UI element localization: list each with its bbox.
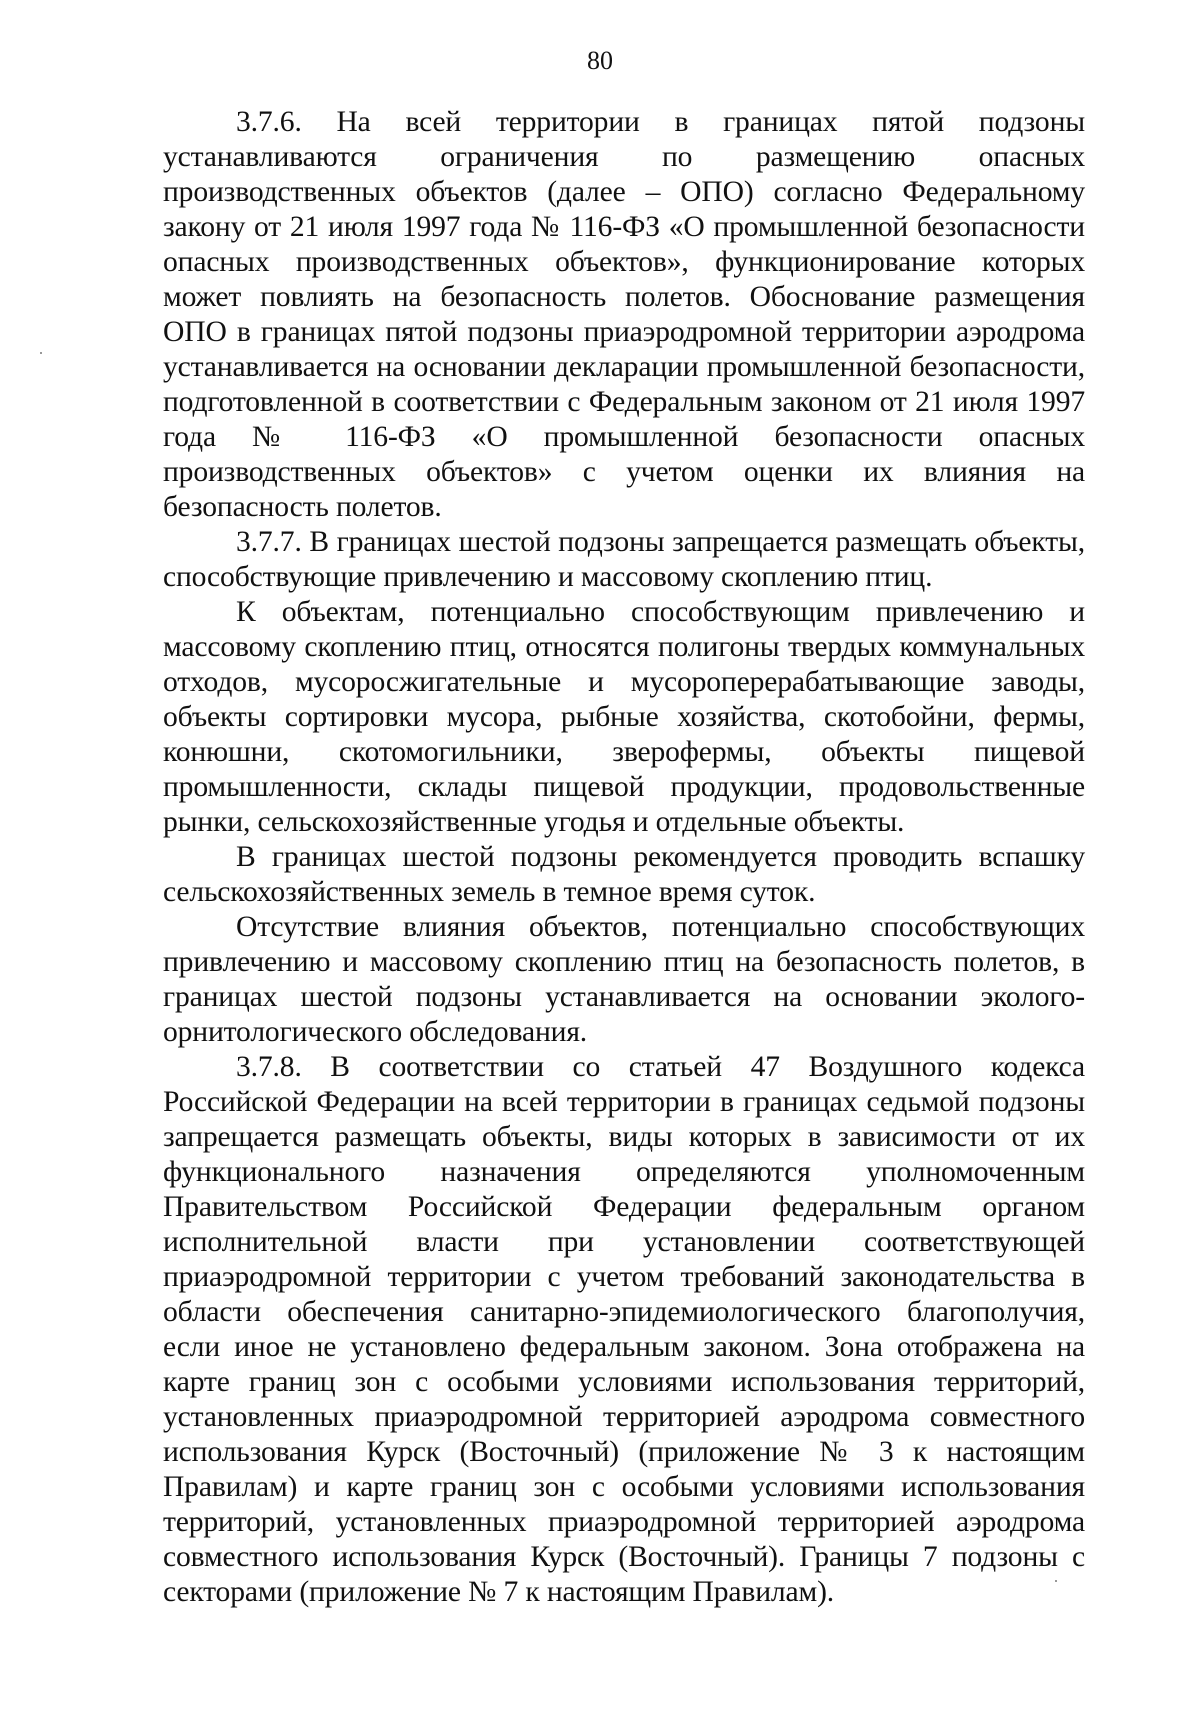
paragraph-3-7-6: 3.7.6. На всей территории в границах пятой подзоны устанавливаются ограничения по размещению опасных производственных объектов (далее – ОПО) согласно Федеральному закону от 21 июля 1997 года № 116-ФЗ «О промышленной безопасности опасных производственных объектов», функционирование которых может повлиять на безопасность полетов. Обоснование размещения ОПО в границах пятой подзоны приаэродромной территории аэродрома устанавливается на основании декларации промышленной безопасности, подготовленной в соответствии с Федеральным законом от 21 июля 1997 года № 116-ФЗ «О промышленной безопасности опасных производственных объектов» с учетом оценки их влияния на безопасность полетов.: [163, 106, 1085, 523]
scan-speck: [40, 352, 42, 354]
page-number: 80: [587, 46, 613, 75]
paragraph-bird-attracting-objects: К объектам, потенциально способствующим привлечению и массовому скоплению птиц, относятся полигоны твердых коммунальных отходов, мусоросжигательные и мусороперерабатывающие заводы, объекты сортировки мусора, рыбные хозяйства, скотобойни, фермы, конюшни, скотомогильники, зверофермы, объекты пищевой промышленности, склады пищевой продукции, продовольственные рынки, сельскохозяйственные угодья и отдельные объекты.: [163, 596, 1085, 838]
paragraph-ornithological-survey: Отсутствие влияния объектов, потенциально способствующих привлечению и массовому скоплению птиц на безопасность полетов, в границах шестой подзоны устанавливается на основании эколого-орнитологического обследования.: [163, 911, 1085, 1048]
scan-speck: [1055, 1580, 1057, 1582]
paragraph-plowing-recommendation: В границах шестой подзоны рекомендуется проводить вспашку сельскохозяйственных земель в темное время суток.: [163, 841, 1085, 908]
document-body: [163, 105, 1085, 1610]
paragraph-3-7-7: 3.7.7. В границах шестой подзоны запрещается размещать объекты, способствующие привлечению и массовому скоплению птиц.: [163, 526, 1085, 593]
paragraph-3-7-8: 3.7.8. В соответствии со статьей 47 Воздушного кодекса Российской Федерации на всей территории в границах седьмой подзоны запрещается размещать объекты, виды которых в зависимости от их функционального назначения определяются уполномоченным Правительством Российской Федерации федеральным органом исполнительной власти при установлении соответствующей приаэродромной территории с учетом требований законодательства в области обеспечения санитарно-эпидемиологического благополучия, если иное не установлено федеральным законом. Зона отображена на карте границ зон с особыми условиями использования территорий, установленных приаэродромной территорией аэродрома совместного использования Курск (Восточный) (приложение № 3 к настоящим Правилам) и карте границ зон с особыми условиями использования территорий, установленных приаэродромной территорией аэродрома совместного использования Курск (Восточный). Границы 7 подзоны с секторами (приложение № 7 к настоящим Правилам).: [163, 1051, 1085, 1608]
